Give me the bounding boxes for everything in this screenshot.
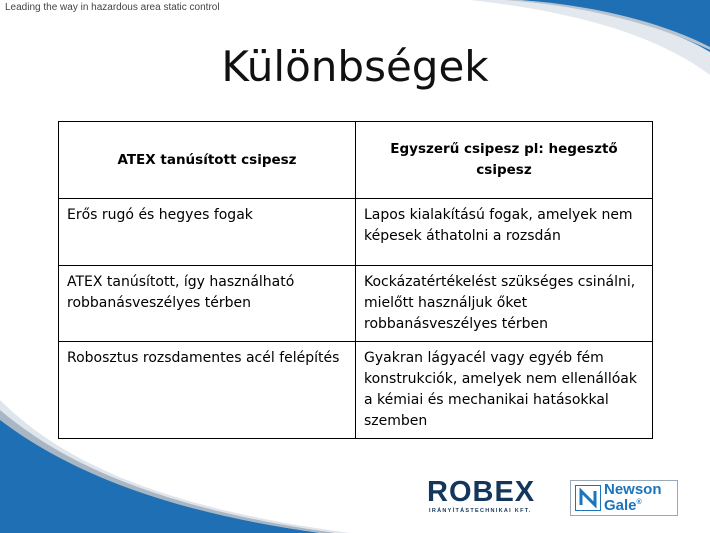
newson-wordmark: Newson <box>604 481 662 498</box>
header-tagline: Leading the way in hazardous area static control <box>5 2 220 13</box>
table-row <box>59 199 653 266</box>
gale-wordmark <box>604 497 642 514</box>
table-cell: ATEX tanúsított, így használható robbanásveszélyes térben <box>59 266 356 342</box>
slide-title: Különbségek <box>221 42 489 91</box>
robex-wordmark: ROBEX <box>427 476 536 508</box>
table-row <box>59 342 653 439</box>
registered-mark: ® <box>636 499 642 506</box>
table-header-simple: Egyszerű csipesz pl: hegesztő csipesz <box>356 122 653 199</box>
gale-text: Gale <box>604 497 637 514</box>
logo-bar <box>425 474 680 520</box>
table-header-atex: ATEX tanúsított csipesz <box>59 122 356 199</box>
table-cell: Gyakran lágyacél vagy egyéb fém konstrukciók, amelyek nem ellenállóak a kémiai és mechanikai hatásokkal szemben <box>356 342 653 439</box>
table-cell: Lapos kialakítású fogak, amelyek nem képesek áthatolni a rozsdán <box>356 199 653 266</box>
table-cell: Kockázatértékelést szükséges csinálni, mielőtt használjuk őket robbanásveszélyes térben <box>356 266 653 342</box>
newson-gale-mark-icon <box>575 485 601 511</box>
newson-gale-logo <box>570 480 678 516</box>
table-row <box>59 266 653 342</box>
robex-logo <box>425 476 557 516</box>
table-cell: Robosztus rozsdamentes acél felépítés <box>59 342 356 439</box>
robex-subtitle: IRÁNYÍTÁSTECHNIKAI KFT. <box>429 508 532 514</box>
comparison-table <box>58 121 653 439</box>
table-cell: Erős rugó és hegyes fogak <box>59 199 356 266</box>
table-header-row <box>59 122 653 199</box>
